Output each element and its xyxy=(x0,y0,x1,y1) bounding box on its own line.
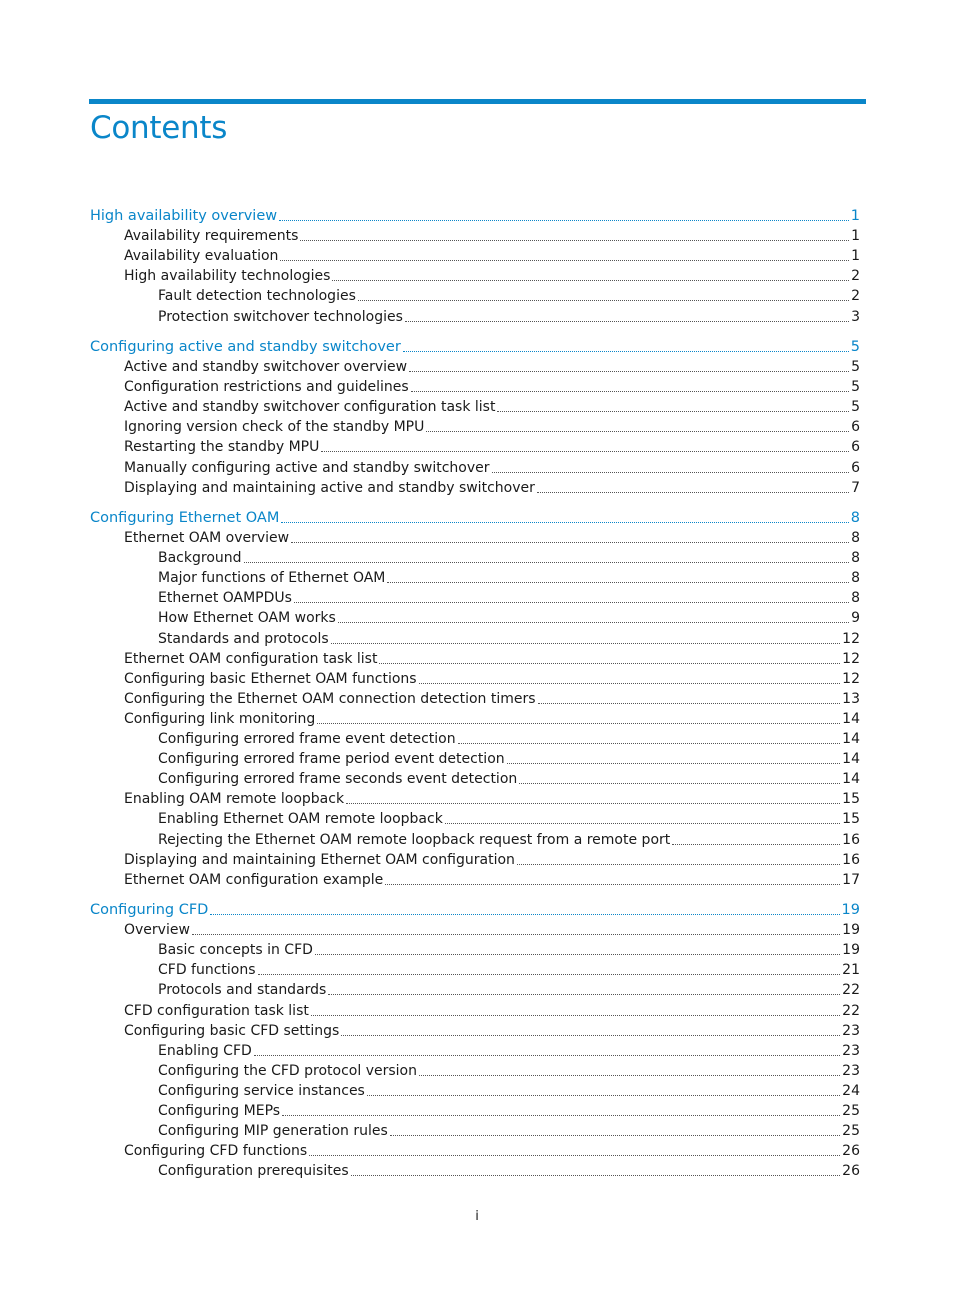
toc-entry-title: Displaying and maintaining active and standby switchover xyxy=(124,479,535,496)
dot-leader xyxy=(351,1174,841,1176)
dot-leader xyxy=(507,762,841,764)
toc-entry[interactable] xyxy=(90,337,860,357)
table-of-contents xyxy=(90,206,860,1181)
dot-leader xyxy=(517,863,840,865)
page-number-footer: i xyxy=(475,1209,479,1224)
toc-entry-title: Enabling Ethernet OAM remote loopback xyxy=(158,811,443,828)
dot-leader xyxy=(321,450,849,452)
toc-entry[interactable] xyxy=(90,1161,860,1181)
toc-entry-page-number: 2 xyxy=(851,288,860,305)
dot-leader xyxy=(315,953,840,955)
dot-leader xyxy=(403,350,849,352)
toc-entry-page-number: 8 xyxy=(851,590,860,607)
dot-leader xyxy=(317,722,840,724)
toc-entry-page-number: 24 xyxy=(842,1082,860,1099)
toc-entry-page-number: 23 xyxy=(842,1062,860,1079)
dot-leader xyxy=(379,662,840,664)
toc-entry-page-number: 5 xyxy=(850,338,860,355)
toc-entry[interactable] xyxy=(90,1101,860,1121)
dot-leader xyxy=(332,279,849,281)
toc-entry-title: Background xyxy=(158,550,242,567)
dot-leader xyxy=(492,471,850,473)
toc-entry[interactable] xyxy=(90,397,860,417)
dot-leader xyxy=(497,410,849,412)
toc-entry[interactable] xyxy=(90,1041,860,1061)
toc-entry[interactable] xyxy=(90,769,860,789)
dot-leader xyxy=(258,973,841,975)
toc-entry-page-number: 22 xyxy=(842,1002,860,1019)
toc-entry-title: Configuration restrictions and guidelines xyxy=(124,379,409,396)
toc-entry-title: Availability requirements xyxy=(124,228,299,245)
toc-entry-page-number: 25 xyxy=(842,1123,860,1140)
dot-leader xyxy=(338,621,849,623)
toc-entry[interactable] xyxy=(90,870,860,890)
toc-entry-title: Configuring basic Ethernet OAM functions xyxy=(124,670,417,687)
toc-entry-page-number: 26 xyxy=(842,1143,860,1160)
toc-entry[interactable] xyxy=(90,1121,860,1141)
toc-entry[interactable] xyxy=(90,266,860,286)
dot-leader xyxy=(411,390,849,392)
dot-leader xyxy=(426,430,849,432)
toc-entry[interactable] xyxy=(90,940,860,960)
toc-entry-page-number: 8 xyxy=(851,550,860,567)
toc-entry[interactable] xyxy=(90,1000,860,1020)
toc-entry-title: Fault detection technologies xyxy=(158,288,356,305)
toc-entry-title: Ethernet OAM configuration task list xyxy=(124,650,378,667)
toc-entry-page-number: 9 xyxy=(851,610,860,627)
toc-entry-page-number: 15 xyxy=(842,791,860,808)
toc-entry[interactable] xyxy=(90,980,860,1000)
toc-entry[interactable] xyxy=(90,608,860,628)
header-rule xyxy=(89,99,866,104)
toc-entry-title: CFD configuration task list xyxy=(124,1002,309,1019)
toc-entry-title: Configuring service instances xyxy=(158,1082,365,1099)
toc-entry[interactable] xyxy=(90,900,860,920)
toc-entry-title: Basic concepts in CFD xyxy=(158,942,313,959)
dot-leader xyxy=(358,299,849,301)
toc-entry-page-number: 5 xyxy=(851,379,860,396)
dot-leader xyxy=(390,1134,840,1136)
toc-entry-title: Ethernet OAMPDUs xyxy=(158,590,292,607)
toc-entry-title: CFD functions xyxy=(158,962,256,979)
dot-leader xyxy=(346,802,840,804)
toc-entry-title: Configuring link monitoring xyxy=(124,710,316,727)
dot-leader xyxy=(291,541,849,543)
dot-leader xyxy=(192,933,840,935)
dot-leader xyxy=(385,883,840,885)
toc-entry-title: High availability overview xyxy=(90,208,278,225)
toc-entry-title: Active and standby switchover configuration task list xyxy=(124,399,496,416)
page-title: Contents xyxy=(90,110,228,146)
toc-entry-title: Standards and protocols xyxy=(158,630,329,647)
toc-entry[interactable] xyxy=(90,789,860,809)
toc-entry-page-number: 12 xyxy=(842,630,860,647)
toc-entry[interactable] xyxy=(90,749,860,769)
toc-entry[interactable] xyxy=(90,850,860,870)
toc-entry-title: Configuring errored frame period event detection xyxy=(158,751,505,768)
toc-entry-page-number: 17 xyxy=(842,871,860,888)
toc-entry[interactable] xyxy=(90,669,860,689)
toc-entry-title: High availability technologies xyxy=(124,268,331,285)
toc-entry[interactable] xyxy=(90,649,860,669)
toc-entry-title: Major functions of Ethernet OAM xyxy=(158,570,386,587)
dot-leader xyxy=(210,913,839,915)
toc-entry-page-number: 5 xyxy=(851,359,860,376)
dot-leader xyxy=(387,581,849,583)
toc-entry[interactable] xyxy=(90,709,860,729)
dot-leader xyxy=(409,370,849,372)
toc-entry[interactable] xyxy=(90,377,860,397)
toc-entry[interactable] xyxy=(90,729,860,749)
toc-entry[interactable] xyxy=(90,920,860,940)
dot-leader xyxy=(309,1154,840,1156)
toc-entry[interactable] xyxy=(90,689,860,709)
dot-leader xyxy=(405,320,849,322)
toc-entry-page-number: 12 xyxy=(842,670,860,687)
toc-entry-title: Configuring the CFD protocol version xyxy=(158,1062,417,1079)
toc-entry[interactable] xyxy=(90,457,860,477)
toc-entry-title: Configuring active and standby switchover xyxy=(90,338,401,355)
toc-entry-title: Enabling CFD xyxy=(158,1042,252,1059)
toc-entry-page-number: 1 xyxy=(850,208,860,225)
toc-entry-page-number: 19 xyxy=(841,902,860,919)
toc-entry[interactable] xyxy=(90,478,860,498)
toc-entry-page-number: 22 xyxy=(842,982,860,999)
dot-leader xyxy=(280,259,849,261)
dot-leader xyxy=(294,601,849,603)
toc-entry[interactable] xyxy=(90,437,860,457)
toc-entry-page-number: 16 xyxy=(842,851,860,868)
toc-entry-title: Overview xyxy=(124,922,190,939)
toc-entry-page-number: 8 xyxy=(850,510,860,526)
toc-entry-title: Ethernet OAM overview xyxy=(124,530,290,547)
toc-entry[interactable] xyxy=(90,306,860,326)
dot-leader xyxy=(254,1054,840,1056)
toc-entry[interactable] xyxy=(90,206,860,226)
toc-entry-page-number: 14 xyxy=(842,771,860,788)
toc-entry[interactable] xyxy=(90,226,860,246)
toc-entry-title: Manually configuring active and standby switchover xyxy=(124,459,490,476)
dot-leader xyxy=(519,782,840,784)
dot-leader xyxy=(341,1034,840,1036)
toc-entry[interactable] xyxy=(90,528,860,548)
toc-entry-page-number: 14 xyxy=(842,751,860,768)
toc-entry[interactable] xyxy=(90,588,860,608)
toc-entry-page-number: 5 xyxy=(851,399,860,416)
toc-entry-title: Protocols and standards xyxy=(158,982,327,999)
toc-entry-page-number: 14 xyxy=(842,710,860,727)
toc-entry-title: Rejecting the Ethernet OAM remote loopback request from a remote port xyxy=(158,831,671,848)
toc-entry-title: Displaying and maintaining Ethernet OAM configuration xyxy=(124,851,515,868)
toc-entry[interactable] xyxy=(90,960,860,980)
toc-entry-page-number: 19 xyxy=(842,922,860,939)
toc-entry[interactable] xyxy=(90,829,860,849)
dot-leader xyxy=(328,993,840,995)
dot-leader xyxy=(367,1094,840,1096)
toc-entry-page-number: 23 xyxy=(842,1022,860,1039)
toc-entry-title: Configuring the Ethernet OAM connection detection timers xyxy=(124,690,536,707)
toc-entry[interactable] xyxy=(90,286,860,306)
dot-leader xyxy=(672,843,840,845)
toc-entry-title: Configuring errored frame event detection xyxy=(158,731,456,748)
toc-entry-page-number: 6 xyxy=(851,419,860,436)
toc-entry-title: Configuring basic CFD settings xyxy=(124,1022,340,1039)
toc-entry-page-number: 21 xyxy=(842,962,860,979)
toc-entry-page-number: 12 xyxy=(842,650,860,667)
toc-entry[interactable] xyxy=(90,809,860,829)
toc-entry-title: Configuring Ethernet OAM xyxy=(90,510,280,526)
toc-entry-title: Active and standby switchover overview xyxy=(124,359,408,376)
toc-entry-page-number: 1 xyxy=(851,228,860,245)
dot-leader xyxy=(331,642,841,644)
toc-entry-title: Configuring MEPs xyxy=(158,1103,281,1120)
toc-entry-page-number: 3 xyxy=(851,308,860,325)
dot-leader xyxy=(458,742,841,744)
toc-entry-page-number: 2 xyxy=(851,268,860,285)
toc-entry-page-number: 14 xyxy=(842,731,860,748)
toc-entry-title: How Ethernet OAM works xyxy=(158,610,336,627)
dot-leader xyxy=(279,219,849,221)
toc-entry-page-number: 6 xyxy=(851,459,860,476)
toc-entry-page-number: 7 xyxy=(851,479,860,496)
toc-entry-page-number: 19 xyxy=(842,942,860,959)
toc-entry[interactable] xyxy=(90,548,860,568)
dot-leader xyxy=(538,702,841,704)
toc-entry-page-number: 25 xyxy=(842,1103,860,1120)
toc-entry-title: Configuring MIP generation rules xyxy=(158,1123,388,1140)
toc-entry-page-number: 8 xyxy=(851,570,860,587)
toc-entry[interactable] xyxy=(90,417,860,437)
toc-entry[interactable] xyxy=(90,628,860,648)
toc-entry-title: Configuring CFD functions xyxy=(124,1143,308,1160)
dot-leader xyxy=(537,491,849,493)
toc-entry[interactable] xyxy=(90,1021,860,1041)
toc-entry-page-number: 13 xyxy=(842,690,860,707)
toc-entry-page-number: 26 xyxy=(842,1163,860,1180)
toc-entry-title: Restarting the standby MPU xyxy=(124,439,320,456)
toc-entry-title: Ignoring version check of the standby MPU xyxy=(124,419,425,436)
toc-entry[interactable] xyxy=(90,568,860,588)
dot-leader xyxy=(282,1114,840,1116)
toc-entry-page-number: 6 xyxy=(851,439,860,456)
dot-leader xyxy=(419,682,841,684)
toc-entry-page-number: 23 xyxy=(842,1042,860,1059)
toc-entry-title: Configuring CFD xyxy=(90,902,209,919)
toc-entry[interactable] xyxy=(90,1081,860,1101)
toc-entry-title: Protection switchover technologies xyxy=(158,308,403,325)
toc-entry-page-number: 8 xyxy=(851,530,860,547)
dot-leader xyxy=(311,1014,840,1016)
toc-entry-page-number: 15 xyxy=(842,811,860,828)
toc-entry-title: Ethernet OAM configuration example xyxy=(124,871,384,888)
toc-entry-page-number: 1 xyxy=(851,248,860,265)
dot-leader xyxy=(445,822,840,824)
toc-entry[interactable] xyxy=(90,357,860,377)
toc-entry-title: Availability evaluation xyxy=(124,248,279,265)
toc-entry[interactable] xyxy=(90,508,860,528)
toc-entry-title: Configuring errored frame seconds event detection xyxy=(158,771,518,788)
dot-leader xyxy=(419,1074,840,1076)
dot-leader xyxy=(281,521,848,523)
toc-entry-title: Enabling OAM remote loopback xyxy=(124,791,345,808)
toc-entry[interactable] xyxy=(90,1141,860,1161)
toc-entry-title: Configuration prerequisites xyxy=(158,1163,349,1180)
toc-entry-page-number: 16 xyxy=(842,831,860,848)
toc-entry[interactable] xyxy=(90,1061,860,1081)
dot-leader xyxy=(244,561,850,563)
dot-leader xyxy=(300,239,849,241)
toc-entry[interactable] xyxy=(90,246,860,266)
